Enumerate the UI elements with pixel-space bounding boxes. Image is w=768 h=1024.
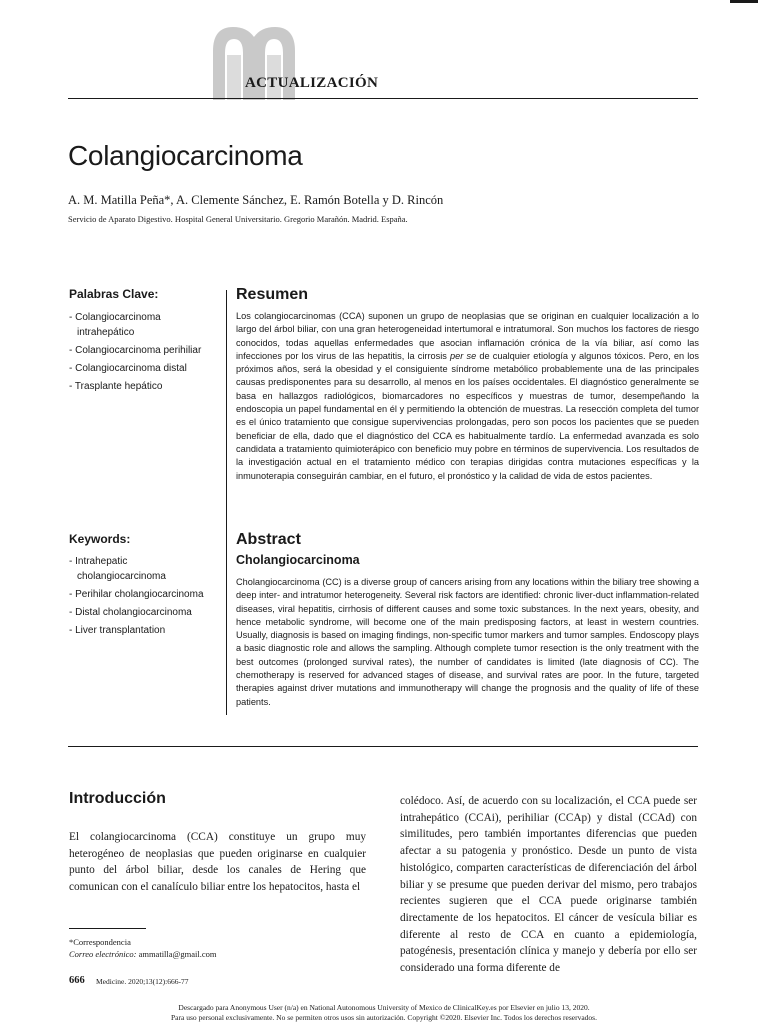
download-notice (0, 1003, 768, 1023)
top-divider (68, 98, 698, 99)
keyword-item: - Liver transplantation (69, 625, 166, 636)
abstract-text: Cholangiocarcinoma (CC) is a diverse group of cancers arising from any locations within the biliary tree showing a deep inter- and intratumor heterogeneity. Several risk factors are identified: chronic liver-duct inflammation-related diseases, viral hepatitis, cirrhosis of different causes and some toxic substances. In the next years, obesity, and hence metabolic syndrome, will become one of the main predisposing factors, at least in western countries. Usually, diagnosis is based on imaging findings, non-specific tumor markers and tumor samples. Endoscopy plays a basic diagnostic role and allows the sampling. Although complete tumor resection is the only treatment with the best outcomes (prolonged survival rates), the number of candidates is limited (late diagnosis of CC). The chemotherapy is reserved for advanced stages of disease, and survival rates are poor. In the future, targeted therapies against driver mutations and immunotherapy will change the prognosis and the quality of life of these patients. (236, 577, 699, 707)
article-authors: A. M. Matilla Peña*, A. Clemente Sánchez, E. Ramón Botella y D. Rincón (68, 193, 444, 207)
keywords-es-list (69, 310, 219, 397)
intro-column-1: El colangiocarcinoma (CCA) constituye un grupo muy heterogéneo de neoplasias que pueden originarse en cualquier punto del árbol biliar, desde los canales de Hering que comunican con el canalículo biliar entre los hepatocitos, hasta el (69, 831, 366, 894)
section-divider (68, 746, 698, 747)
download-line-2: Para uso personal exclusivamente. No se permiten otros usos sin autorización. Copyright ©2020. Elsevier Inc. Todos los derechos reservados. (171, 1013, 597, 1022)
journal-citation: Medicine. 2020;13(12):666-77 (96, 977, 189, 986)
intro-column-2: colédoco. Así, de acuerdo con su localización, el CCA puede ser intrahepático (CCAi), perihiliar (CCAp) y distal (CCAd) con similitudes, pero también importantes diferencias que pueden afectar a su patogenia y pronóstico. Desde un punto de vista histológico, comparten características de diferenciación del árbol biliar y se presume que pueden derivar del mismo, pero trabajos recientes sugieren que el CCA puede originarse también directamente de los hepatocitos. El cáncer de vesícula biliar es diferente al resto de CCA en cuanto a epidemiología, patogénesis, presentación clínica y manejo y debería por ello ser considerado una forma diferente de (400, 795, 697, 975)
keyword-item: - Perihilar cholangiocarcinoma (69, 589, 204, 600)
latin-term: per se (450, 350, 477, 361)
intro-heading: Introducción (69, 790, 166, 807)
corner-mark (730, 0, 758, 3)
abstract-subheading: Cholangiocarcinoma (236, 553, 360, 567)
resumen-heading: Resumen (236, 286, 309, 303)
footnote-email: Correo electrónico: ammatilla@gmail.com (69, 949, 217, 959)
keyword-item: - Colangiocarcinoma perihiliar (69, 345, 202, 356)
article-affiliation: Servicio de Aparato Digestivo. Hospital General Universitario. Gregorio Marañón. Madrid. España. (68, 214, 408, 224)
keywords-en-list (69, 554, 219, 641)
keywords-en-heading: Keywords: (69, 532, 131, 546)
vertical-divider (226, 290, 227, 715)
footnote-correspondence: *Correspondencia (69, 937, 131, 947)
article-title: Colangiocarcinoma (68, 140, 303, 171)
keyword-item: - Intrahepatic cholangiocarcinoma (69, 556, 166, 582)
keyword-item: - Colangiocarcinoma distal (69, 363, 187, 374)
abstract-heading: Abstract (236, 531, 301, 548)
page-number: 666 (69, 975, 85, 986)
section-label: ACTUALIZACIÓN (245, 75, 379, 91)
download-line-1: Descargado para Anonymous User (n/a) en National Autonomous University of Mexico de ClinicalKey.es por Elsevier en julio 13, 2020. (178, 1003, 590, 1012)
keywords-es-heading: Palabras Clave: (69, 287, 159, 301)
keyword-item: - Trasplante hepático (69, 381, 163, 392)
email-address[interactable]: ammatilla@gmail.com (138, 949, 217, 959)
footnote-rule (69, 928, 146, 929)
resumen-text: Los colangiocarcinomas (CCA) suponen un grupo de neoplasias que se originan en cualquier localización a lo largo del árbol biliar, con una gran heterogeneidad intertumoral e intratumoral. Son muchos los factores de riesgo conocidos, todas aquellas enfermedades que asocian inflamación crónica de la vía biliar, así como las infecciones por los virus de las hepatitis, la cirrosis per se de cualquier etiología y algunos tóxicos. Pero, en los próximos años, será la obesidad y el consiguiente síndrome metabólico probablemente una de las principales causas predisponentes para su desarrollo, al menos en los países occidentales. El diagnóstico generalmente se basa en hallazgos radiológicos, biomarcadores no específicos y muestras de tumor, desempeñando la endoscopia un papel fundamental en él y permitiendo la obtención de muestras. La resección completa del tumor es el único tratamiento que consigue supervivencias prolongadas, pero son pocos los pacientes que se pueden beneficiar de ella, dado que el diagnóstico del CCA es habitualmente tardío. La enfermedad avanzada es solo candidata a tratamiento quimioterápico con beneficio muy pobre en términos de supervivencia. Los resultados de la investigación actual en el tratamiento médico con terapias dirigidas contra mutaciones específicas y la inmunoterapia conseguirán cambiar, en el futuro, el pronóstico y la calidad de vida de estos pacientes. (236, 311, 699, 481)
keyword-item: - Distal cholangiocarcinoma (69, 607, 192, 618)
keyword-item: - Colangiocarcinoma intrahepático (69, 312, 161, 338)
